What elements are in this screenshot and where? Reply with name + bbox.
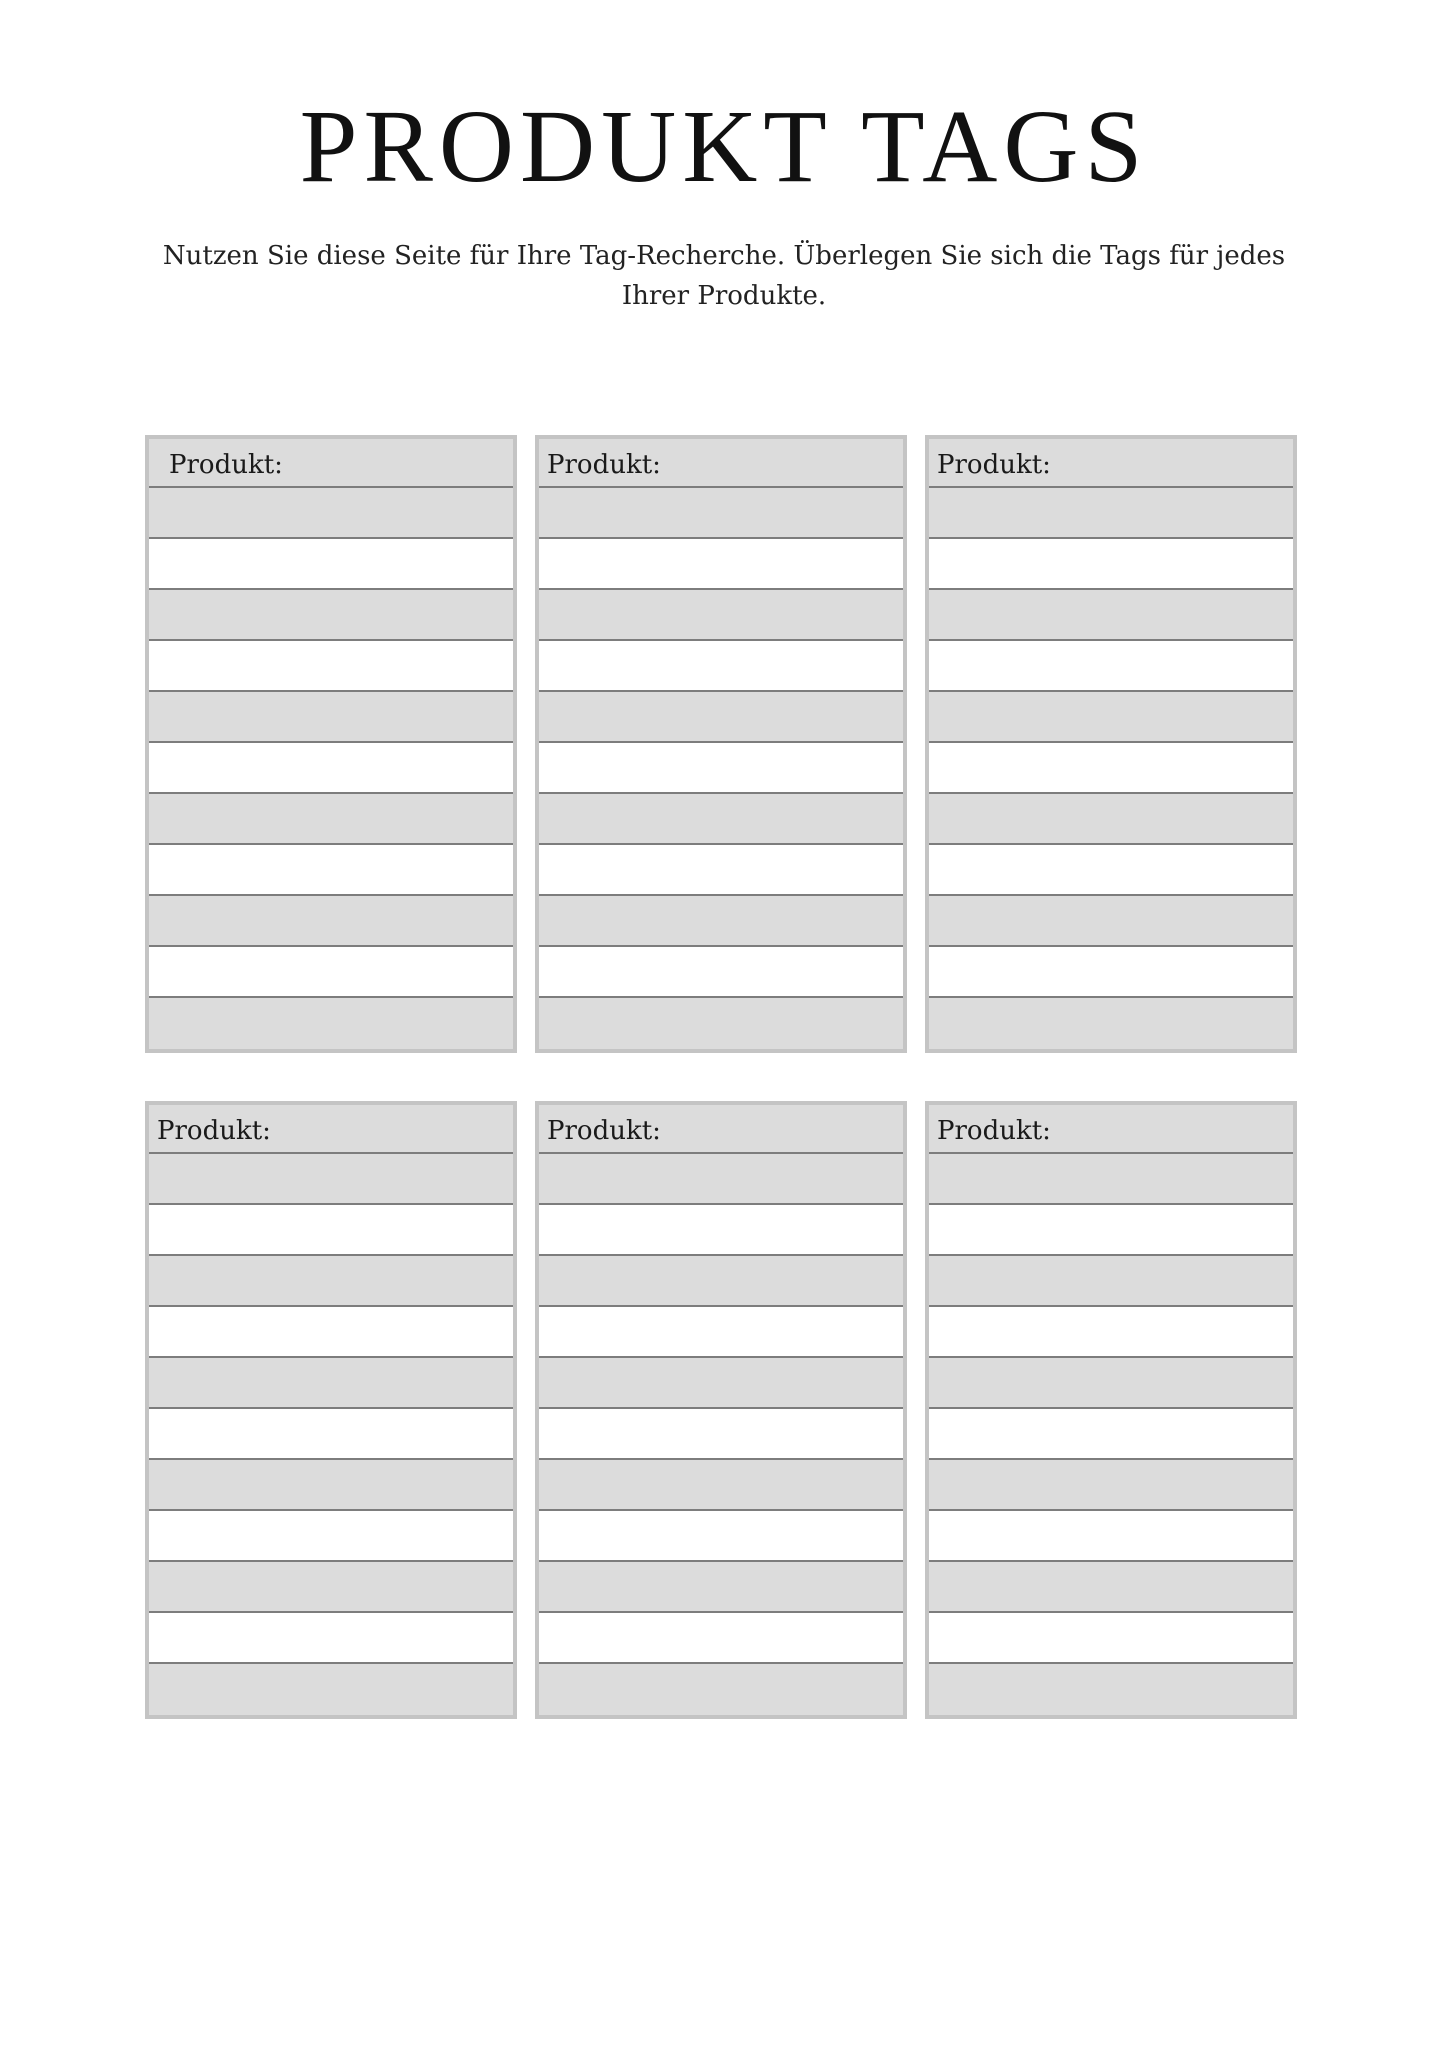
product-tag-table-2	[535, 435, 907, 1053]
tag-rows	[149, 1154, 513, 1715]
tag-row[interactable]	[149, 998, 513, 1049]
product-header: Produkt:	[149, 439, 513, 488]
tag-row[interactable]	[929, 1613, 1293, 1664]
tag-row[interactable]	[929, 743, 1293, 794]
tag-row[interactable]	[929, 845, 1293, 896]
tag-rows	[149, 488, 513, 1049]
tag-row[interactable]	[149, 743, 513, 794]
tag-row[interactable]	[539, 1307, 903, 1358]
description-line-1: Nutzen Sie diese Seite für Ihre Tag-Recherche. Überlegen Sie sich die Tags für jedes	[162, 241, 1286, 271]
tag-row[interactable]	[539, 692, 903, 743]
product-tag-table-3	[925, 435, 1297, 1053]
tag-row[interactable]	[929, 1511, 1293, 1562]
tag-row[interactable]	[149, 1613, 513, 1664]
tag-row[interactable]	[929, 1409, 1293, 1460]
tag-row[interactable]	[149, 845, 513, 896]
tag-row[interactable]	[539, 998, 903, 1049]
page-title: PRODUKT TAGS	[299, 89, 1149, 204]
tag-row[interactable]	[539, 590, 903, 641]
tag-row[interactable]	[539, 896, 903, 947]
tag-row[interactable]	[149, 590, 513, 641]
tag-row[interactable]	[149, 1256, 513, 1307]
tag-row[interactable]	[149, 1358, 513, 1409]
product-tag-table-5	[535, 1101, 907, 1719]
tag-row[interactable]	[929, 1256, 1293, 1307]
tag-rows	[929, 1154, 1293, 1715]
tag-row[interactable]	[149, 641, 513, 692]
tag-row[interactable]	[929, 947, 1293, 998]
tag-row[interactable]	[149, 1154, 513, 1205]
tag-row[interactable]	[539, 1562, 903, 1613]
tag-row[interactable]	[929, 896, 1293, 947]
tag-row[interactable]	[929, 641, 1293, 692]
tag-row[interactable]	[539, 539, 903, 590]
tag-row[interactable]	[929, 539, 1293, 590]
tag-row[interactable]	[149, 692, 513, 743]
tag-row[interactable]	[149, 896, 513, 947]
tag-row[interactable]	[539, 1358, 903, 1409]
tag-row[interactable]	[929, 998, 1293, 1049]
tag-row[interactable]	[149, 1460, 513, 1511]
tag-row[interactable]	[929, 1205, 1293, 1256]
tag-rows	[539, 488, 903, 1049]
tag-row[interactable]	[149, 1562, 513, 1613]
tag-row[interactable]	[539, 743, 903, 794]
product-tag-table-6	[925, 1101, 1297, 1719]
tag-row[interactable]	[929, 1664, 1293, 1715]
tag-row[interactable]	[539, 1154, 903, 1205]
tag-row[interactable]	[539, 794, 903, 845]
tag-row[interactable]	[929, 1358, 1293, 1409]
tag-rows	[539, 1154, 903, 1715]
tag-row[interactable]	[929, 1460, 1293, 1511]
product-header: Produkt:	[149, 1105, 513, 1154]
tag-row[interactable]	[539, 1205, 903, 1256]
tag-row[interactable]	[539, 947, 903, 998]
tag-row[interactable]	[539, 1460, 903, 1511]
tag-row[interactable]	[539, 1613, 903, 1664]
tag-row[interactable]	[149, 1205, 513, 1256]
tag-row[interactable]	[149, 488, 513, 539]
tag-row[interactable]	[539, 1511, 903, 1562]
tag-row[interactable]	[929, 1562, 1293, 1613]
tag-row[interactable]	[149, 1511, 513, 1562]
tag-row[interactable]	[539, 845, 903, 896]
tag-row[interactable]	[149, 947, 513, 998]
tag-row[interactable]	[149, 539, 513, 590]
tag-row[interactable]	[149, 1664, 513, 1715]
tag-row[interactable]	[539, 1664, 903, 1715]
tag-row[interactable]	[539, 1256, 903, 1307]
description-line-2: Ihrer Produkte.	[621, 281, 827, 311]
tag-row[interactable]	[149, 1409, 513, 1460]
product-tag-table-4	[145, 1101, 517, 1719]
tag-row[interactable]	[929, 692, 1293, 743]
tag-row[interactable]	[929, 488, 1293, 539]
tag-row[interactable]	[929, 590, 1293, 641]
tag-row[interactable]	[149, 794, 513, 845]
product-header: Produkt:	[539, 439, 903, 488]
tag-row[interactable]	[929, 794, 1293, 845]
product-header: Produkt:	[929, 1105, 1293, 1154]
tag-row[interactable]	[539, 488, 903, 539]
product-header: Produkt:	[539, 1105, 903, 1154]
tag-row[interactable]	[929, 1154, 1293, 1205]
tag-row[interactable]	[929, 1307, 1293, 1358]
product-tag-table-1	[145, 435, 517, 1053]
tag-rows	[929, 488, 1293, 1049]
product-header: Produkt:	[929, 439, 1293, 488]
page-description	[140, 236, 1308, 316]
tag-row[interactable]	[539, 641, 903, 692]
tag-row[interactable]	[149, 1307, 513, 1358]
tag-row[interactable]	[539, 1409, 903, 1460]
